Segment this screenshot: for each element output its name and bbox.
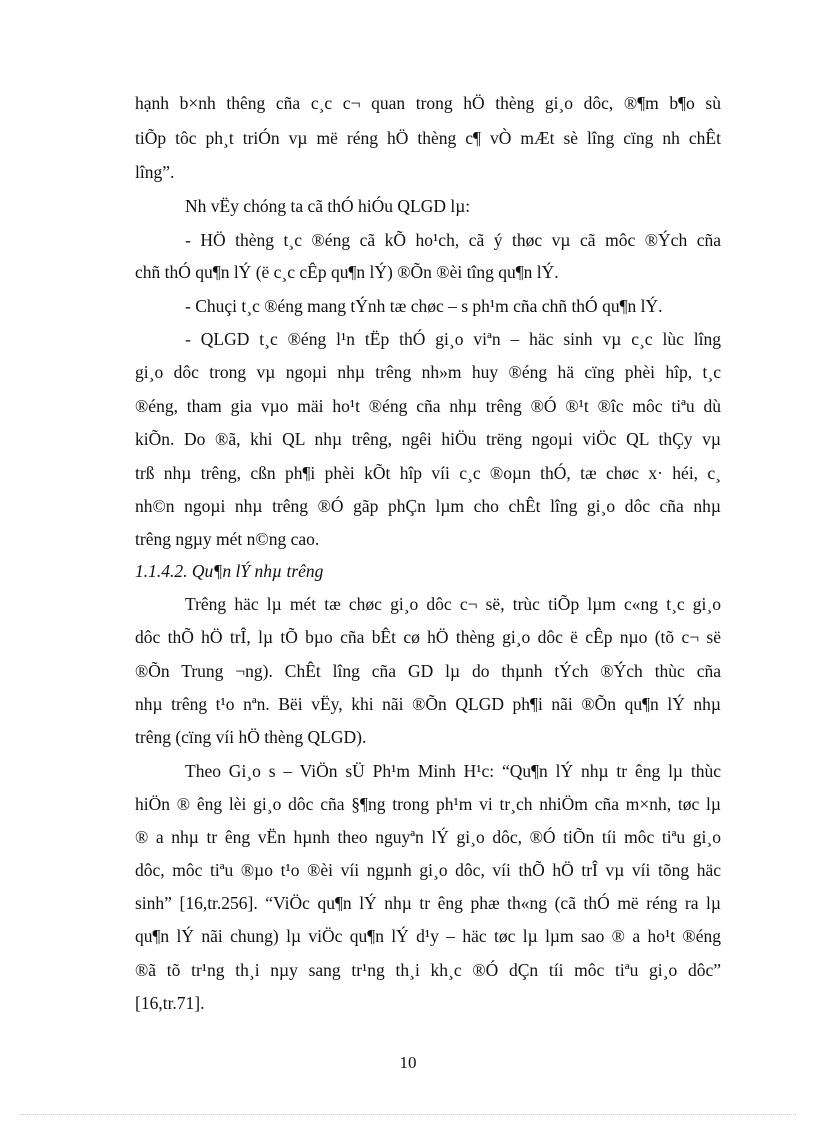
body-text-line: ® a nhµ tr êng vËn hµnh theo nguyªn lÝ gi¸o dôc, ®Ó tiÕn tíi môc tiªu gi¸o <box>135 827 721 847</box>
body-text-line: - QLGD t¸c ®éng l¹n tËp thÓ gi¸o viªn – häc sinh vµ c¸c lùc lîng <box>185 329 721 349</box>
body-text-line: Theo Gi¸o s – ViÖn sÜ Ph¹m Minh H¹c: “Qu¶n lÝ nhµ tr êng lµ thùc <box>185 761 721 781</box>
page-number: 10 <box>399 1053 417 1072</box>
body-text-line: chñ thÓ qu¶n lÝ (ë c¸c cÊp qu¶n lÝ) ®Õn ®èi tîng qu¶n lÝ. <box>135 262 559 282</box>
body-text-line: hiÖn ® êng lèi gi¸o dôc cña §¶ng trong ph¹m vi tr¸ch nhiÖm cña m×nh, tøc lµ <box>135 794 721 814</box>
body-text-line: trêng (cïng víi hÖ thèng QLGD). <box>135 727 367 747</box>
body-text-line: ®ã tõ tr¹ng th¸i nµy sang tr¹ng th¸i kh¸c ®Ó dÇn tíi môc tiªu gi¸o dôc” <box>135 960 721 980</box>
body-text-line: tiÕp tôc ph¸t triÓn vµ më réng hÖ thèng c¶ vÒ mÆt sè lîng cïng nh chÊt <box>135 128 721 148</box>
body-text-line: [16,tr.71]. <box>135 993 205 1013</box>
body-text-line: kiÕn. Do ®ã, khi QL nhµ trêng, ngêi hiÖu trëng ngoµi viÖc QL thÇy vµ <box>135 429 721 449</box>
section-heading: 1.1.4.2. Qu¶n lÝ nhµ trêng <box>135 561 324 581</box>
body-text-line: Nh vËy chóng ta cã thÓ hiÓu QLGD lµ: <box>185 196 471 216</box>
body-text-line: gi¸o dôc trong vµ ngoµi nhµ trêng nh»m huy ®éng hä cïng phèi hîp, t¸c <box>135 362 721 382</box>
body-text-line: qu¶n lÝ nãi chung) lµ viÖc qu¶n lÝ d¹y – häc tøc lµ lµm sao ® a ho¹t ®éng <box>135 926 721 946</box>
body-text-line: nhµ trêng t¹o nªn. Bëi vËy, khi nãi ®Õn QLGD ph¶i nãi ®Õn qu¶n lÝ nhµ <box>135 694 721 714</box>
body-text-line: ®éng, tham gia vµo mäi ho¹t ®éng cña nhµ trêng ®Ó ®¹t ®îc môc tiªu dù <box>135 396 721 416</box>
body-text-line: hạnh b×nh thêng cña c¸c c¬ quan trong hÖ thèng gi¸o dôc, ®¶m b¶o sù <box>135 93 721 113</box>
body-text-line: dôc, môc tiªu ®µo t¹o ®èi víi ngµnh gi¸o dôc, víi thÕ hÖ trÎ vµ víi tõng häc <box>135 860 721 880</box>
body-text-line: sinh” [16,tr.256]. “ViÖc qu¶n lÝ nhµ tr êng phæ th«ng (cã thÓ më réng ra lµ <box>135 893 721 913</box>
body-text-line: dôc thÕ hÖ trÎ, lµ tÕ bµo cña bÊt cø hÖ thèng gi¸o dôc ë cÊp nµo (tõ c¬ së <box>135 627 721 647</box>
body-text-line: nh©n ngoµi nhµ trêng ®Ó gãp phÇn lµm cho chÊt lîng gi¸o dôc cña nhµ <box>135 496 721 516</box>
body-text-line: ®Õn Trung ¬ng). ChÊt lîng cña GD lµ do thµnh tÝch ®Ých thùc cña <box>135 661 721 681</box>
body-text-line: trêng ngµy mét n©ng cao. <box>135 529 320 549</box>
body-text-line: - HÖ thèng t¸c ®éng cã kÕ ho¹ch, cã ý thøc vµ cã môc ®Ých cña <box>185 230 721 250</box>
body-text-line: trß nhµ trêng, cßn ph¶i phèi kÕt hîp víi c¸c ®oµn thÓ, tæ chøc x· héi, c¸ <box>135 463 721 483</box>
body-text-line: - Chuçi t¸c ®éng mang tÝnh tæ chøc – s ph¹m cña chñ thÓ qu¶n lÝ. <box>185 296 663 316</box>
page-bottom-divider <box>20 1114 796 1115</box>
body-text-line: Trêng häc lµ mét tæ chøc gi¸o dôc c¬ së, trùc tiÕp lµm c«ng t¸c gi¸o <box>185 594 721 614</box>
body-text-line: lîng”. <box>135 162 175 182</box>
